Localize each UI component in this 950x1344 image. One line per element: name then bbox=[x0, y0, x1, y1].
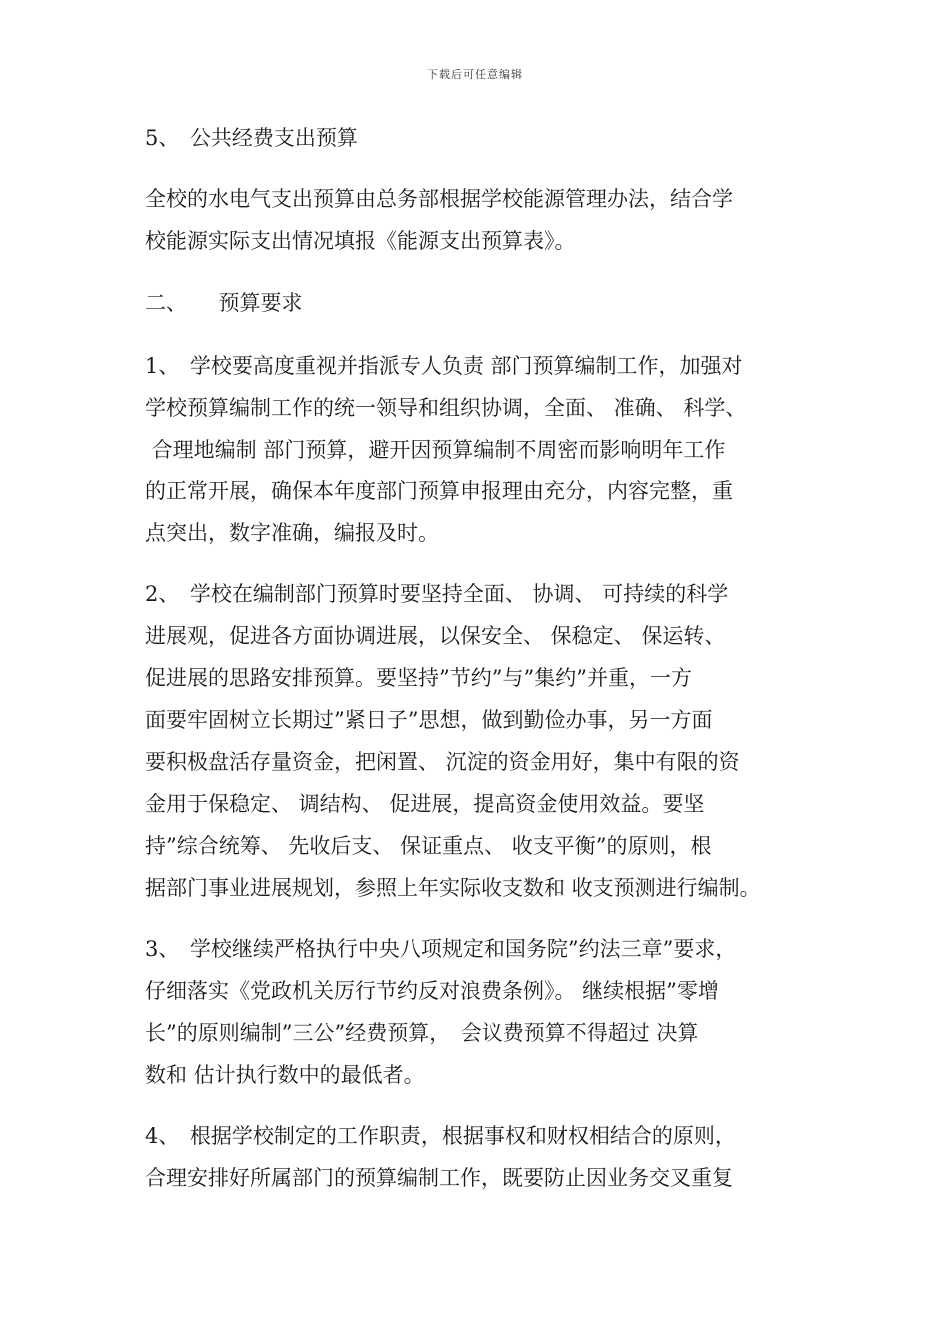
paragraph-line: 1、 学校要高度重视并指派专人负责 部门预算编制工作，加强对 bbox=[145, 354, 743, 378]
paragraph-line: 点突出，数字准确，编报及时。 bbox=[145, 521, 439, 545]
paragraph-line: 仔细落实《党政机关厉行节约反对浪费条例》。 继续根据”零增 bbox=[145, 979, 719, 1003]
paragraph-line: 金用于保稳定、 调结构、 促进展，提高资金使用效益。要坚 bbox=[145, 792, 705, 816]
section-5-heading: 5、 公共经费支出预算 bbox=[145, 126, 358, 150]
paragraph-line: 面要牢固树立长期过”紧日子”思想，做到勤俭办事，另一方面 bbox=[145, 708, 713, 732]
paragraph-line: 合理地编制 部门预算，避开因预算编制不周密而影响明年工作 bbox=[145, 438, 726, 462]
paragraph-line: 合理安排好所属部门的预算编制工作，既要防止因业务交叉重复 bbox=[145, 1166, 733, 1190]
section-2-heading: 二、 预算要求 bbox=[145, 291, 303, 315]
paragraph-line: 进展观，促进各方面协调进展，以保安全、 保稳定、 保运转、 bbox=[145, 624, 726, 648]
paragraph-line: 数和 估计执行数中的最低者。 bbox=[145, 1063, 425, 1087]
paragraph-line: 要积极盘活存量资金，把闲置、 沉淀的资金用好，集中有限的资 bbox=[145, 750, 740, 774]
paragraph-line: 学校预算编制工作的统一领导和组织协调，全面、 准确、 科学、 bbox=[145, 396, 747, 420]
paragraph-line: 的正常开展，确保本年度部门预算申报理由充分，内容完整，重 bbox=[145, 479, 733, 503]
paragraph-line: 全校的水电气支出预算由总务部根据学校能源管理办法，结合学 bbox=[145, 187, 733, 211]
paragraph-line: 4、 根据学校制定的工作职责，根据事权和财权相结合的原则， bbox=[145, 1124, 736, 1148]
paragraph-line: 促进展的思路安排预算。要坚持”节约”与”集约”并重，一方 bbox=[145, 666, 692, 690]
paragraph-line: 2、 学校在编制部门预算时要坚持全面、 协调、 可持续的科学 bbox=[145, 582, 729, 606]
paragraph-line: 3、 学校继续严格执行中央八项规定和国务院”约法三章”要求， bbox=[145, 937, 737, 961]
paragraph-line: 校能源实际支出情况填报《能源支出预算表》。 bbox=[145, 229, 576, 253]
paragraph-line: 据部门事业进展规划，参照上年实际收支数和 收支预测进行编制。 bbox=[145, 876, 761, 900]
page-header: 下载后可任意编辑 bbox=[427, 68, 523, 81]
paragraph-line: 持”综合统筹、 先收后支、 保证重点、 收支平衡”的原则，根 bbox=[145, 834, 712, 858]
paragraph-line: 长”的原则编制”三公”经费预算， 会议费预算不得超过 决算 bbox=[145, 1021, 699, 1045]
